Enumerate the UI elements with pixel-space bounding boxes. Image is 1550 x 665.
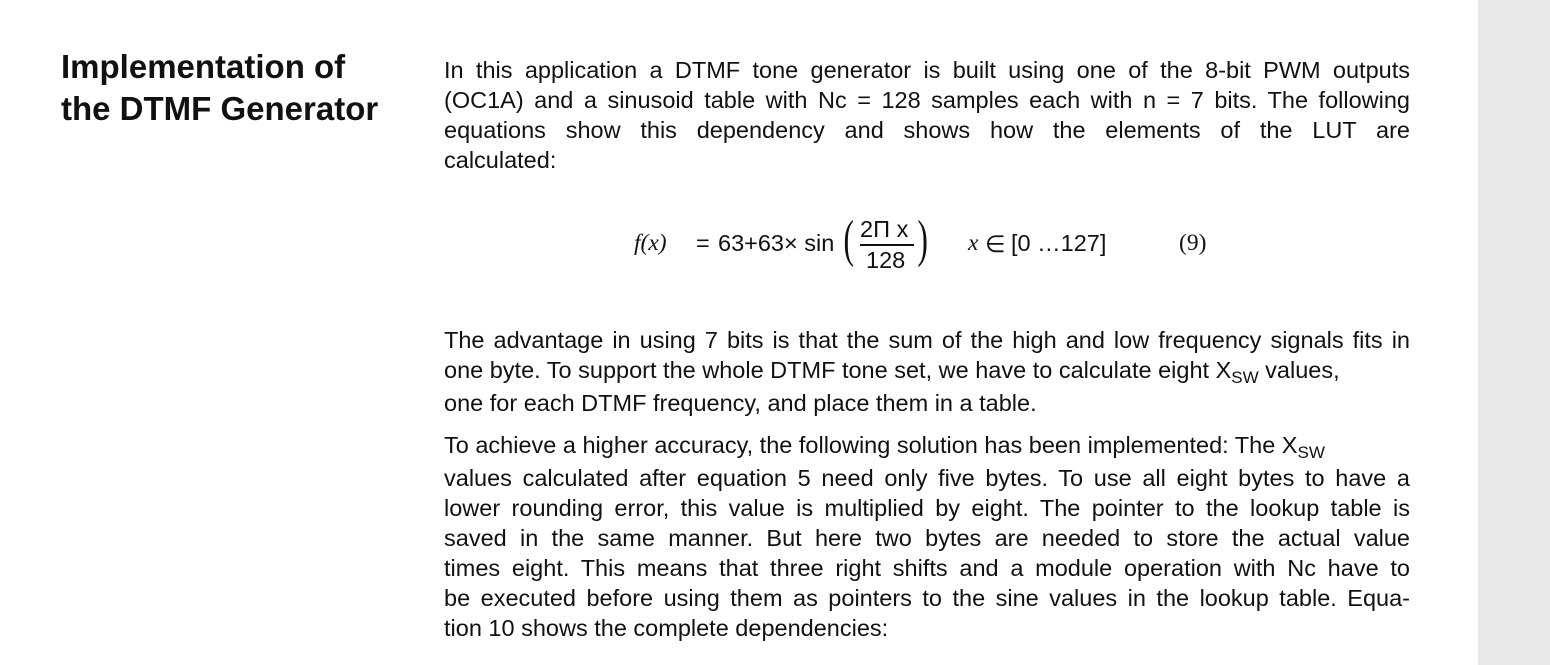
domain-variable: x	[968, 230, 979, 256]
element-of-symbol: ∈	[985, 232, 1006, 258]
equation-number: (9)	[1179, 230, 1207, 256]
text-line: one for each DTMF frequency, and place them in a table.	[444, 390, 1037, 416]
text-line: times eight. This means that three right shifts and a module operation with Nc have to	[444, 555, 1410, 581]
viewer-side-panel[interactable]	[1478, 0, 1550, 665]
subscript-sw: SW	[1297, 443, 1325, 462]
accuracy-paragraph	[444, 430, 1410, 643]
fraction-numerator: 2Π x	[860, 216, 909, 242]
fraction-denominator: 128	[866, 247, 906, 273]
left-paren: (	[843, 211, 854, 268]
text-line: In this application a DTMF tone generator is built using one of the 8-bit PWM outputs	[444, 57, 1410, 83]
text-line: calculated:	[444, 147, 557, 173]
text-line: To achieve a higher accuracy, the following solution has been implemented: The $X_{SW}$	[444, 432, 1325, 462]
section-heading	[61, 46, 378, 130]
fraction-bar	[860, 244, 914, 246]
right-paren: )	[917, 211, 928, 268]
equation-lhs: f(x)	[634, 230, 667, 256]
domain-range: [0 …127]	[1011, 230, 1107, 256]
text-line: equations show this dependency and shows how the elements of the LUT are	[444, 117, 1410, 143]
text-line: tion 10 shows the complete dependencies:	[444, 615, 889, 641]
text-line: The advantage in using 7 bits is that the sum of the high and low frequency signals fits in	[444, 327, 1410, 353]
equation-equals: =	[696, 230, 710, 256]
advantage-paragraph	[444, 325, 1410, 418]
text-line: be executed before using them as pointers to the sine values in the lookup table. Equa-	[444, 585, 1410, 611]
section-heading-line-2: the DTMF Generator	[61, 90, 379, 127]
text-line: values calculated after equation 5 need only five bytes. To use all eight bytes to have a	[444, 465, 1410, 491]
section-heading-line-1: Implementation of	[61, 48, 346, 85]
intro-paragraph	[444, 55, 1410, 175]
text-line: one byte. To support the whole DTMF tone set, we have to calculate eight $X_{SW}$ values,	[444, 357, 1340, 387]
text-line: saved in the same manner. But here two bytes are needed to store the actual value	[444, 525, 1410, 551]
equation-expression: 63+63× sin	[718, 230, 835, 256]
text-line: (OC1A) and a sinusoid table with Nc = 128 samples each with n = 7 bits. The following	[444, 87, 1410, 113]
text-line: lower rounding error, this value is multiplied by eight. The pointer to the lookup table is	[444, 495, 1410, 521]
subscript-sw: SW	[1231, 368, 1259, 387]
